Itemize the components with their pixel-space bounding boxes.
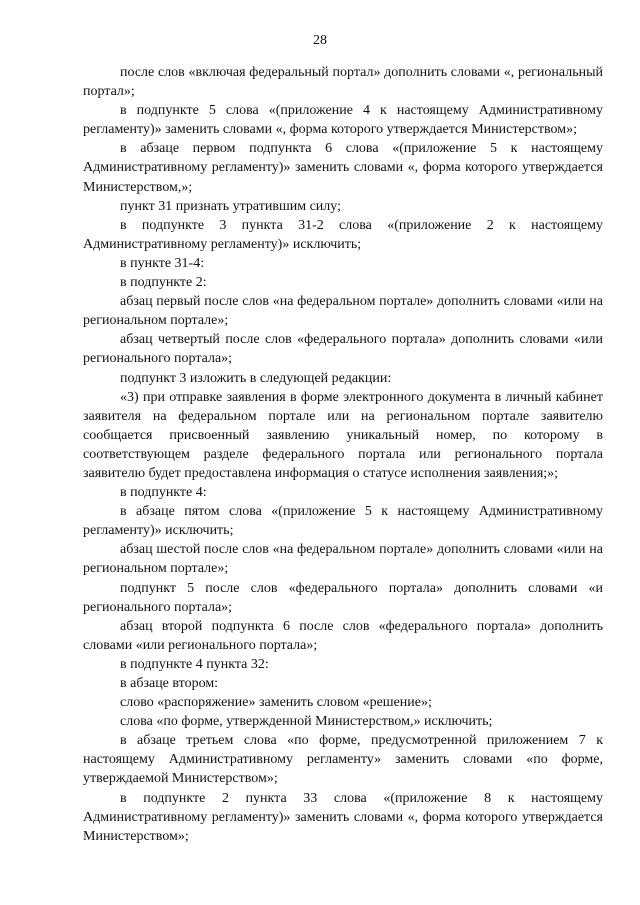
paragraph: абзац второй подпункта 6 после слов «федерального портала» дополнить словами «или регионального портала»; — [83, 618, 603, 653]
page-number: 28 — [313, 33, 327, 48]
paragraph: в подпункте 3 пункта 31-2 слова «(приложение 2 к настоящему Административному регламенту)» исключить; — [83, 217, 603, 252]
paragraph: в абзаце пятом слова «(приложение 5 к настоящему Административному регламенту)» исключить; — [83, 504, 603, 539]
paragraph: в пункте 31-4: — [120, 255, 205, 271]
paragraph: в абзаце третьем слова «по форме, предусмотренной приложением 7 к настоящему Административному регламенту» заменить словами «по форме, утверждаемой Министерством»; — [83, 733, 603, 787]
paragraph: в подпункте 2: — [120, 275, 207, 291]
paragraph: подпункт 5 после слов «федерального портала» дополнить словами «и регионального портала»; — [83, 580, 603, 615]
paragraph: абзац четвертый после слов «федерального портала» дополнить словами «или регионального портала»; — [83, 332, 603, 367]
paragraph: в подпункте 4: — [120, 485, 207, 501]
paragraph: слова «по форме, утвержденной Министерством,» исключить; — [120, 714, 493, 730]
paragraph: «3) при отправке заявления в форме электронного документа в личный кабинет заявителя на федеральном портале или на региональном портале заявителю сообщается присвоенный заявлению уникальный номер, по которому в соответствующем разделе федерального портала или регионального портала заявителю будет предоставлена информация о статусе исполнения заявления;»; — [83, 389, 603, 481]
paragraph: в абзаце первом подпункта 6 слова «(приложение 5 к настоящему Административному регламенту)» заменить словами «, форма которого утверждается Министерством,»; — [83, 141, 603, 195]
document-body — [83, 63, 603, 846]
paragraph: слово «распоряжение» заменить словом «решение»; — [120, 695, 432, 711]
paragraph: пункт 31 признать утратившим силу; — [120, 198, 341, 214]
paragraph: в подпункте 5 слова «(приложение 4 к настоящему Административному регламенту)» заменить словами «, форма которого утверждается Министерством»; — [83, 103, 603, 138]
paragraph: абзац первый после слов «на федеральном портале» дополнить словами «или на региональном портале»; — [83, 294, 603, 329]
paragraph: абзац шестой после слов «на федеральном портале» дополнить словами «или на региональном портале»; — [83, 542, 603, 577]
paragraph: в подпункте 2 пункта 33 слова «(приложение 8 к настоящему Административному регламенту)» заменить словами «, форма которого утверждается Министерством»; — [83, 790, 603, 844]
paragraph: подпункт 3 изложить в следующей редакции: — [120, 370, 392, 386]
paragraph: после слов «включая федеральный портал» дополнить словами «, региональный портал»; — [83, 65, 603, 100]
paragraph: в абзаце втором: — [120, 676, 219, 691]
paragraph: в подпункте 4 пункта 32: — [120, 656, 269, 672]
